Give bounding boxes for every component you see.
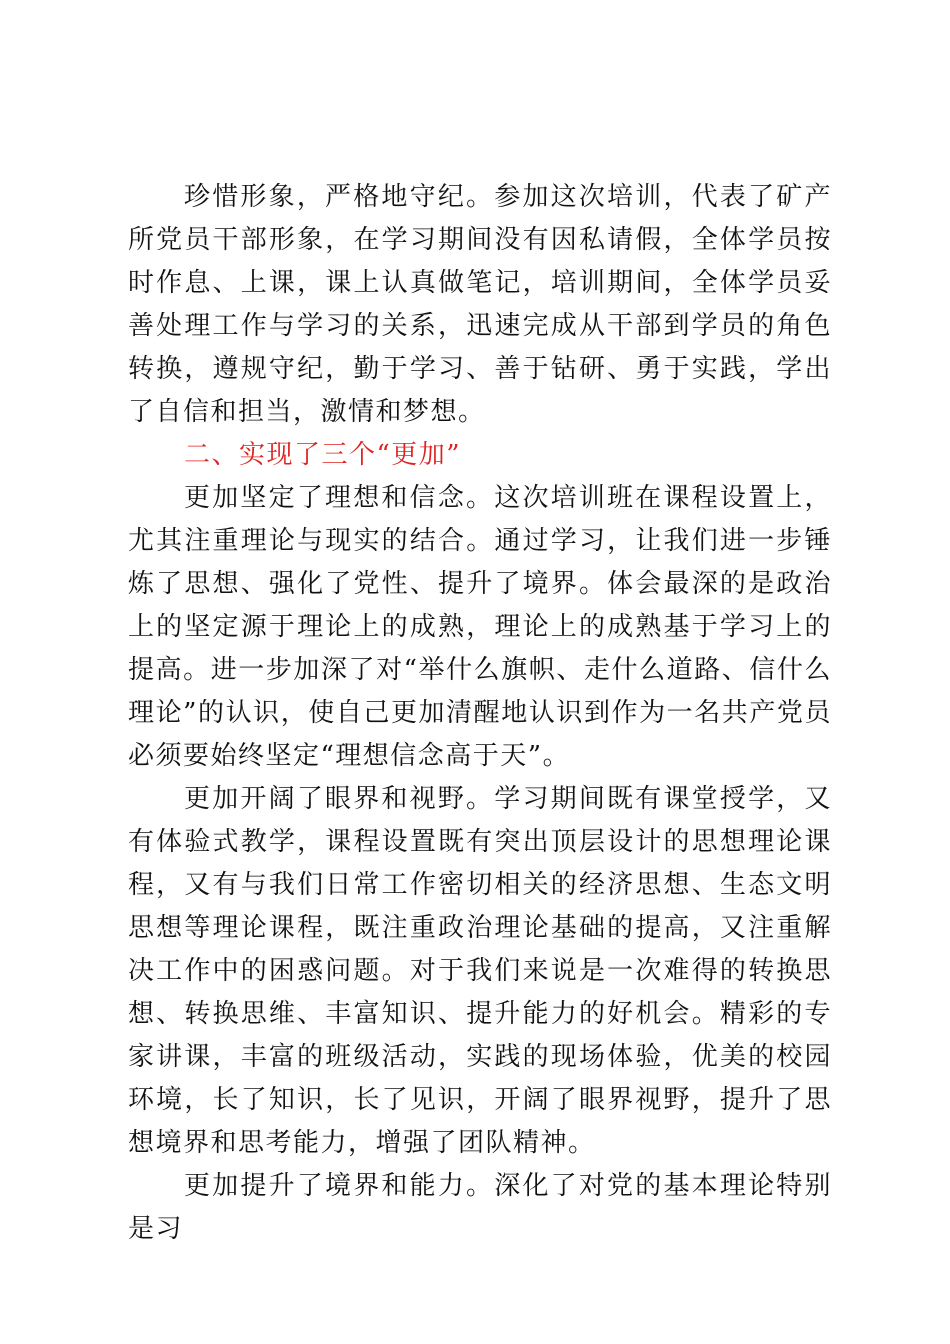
document-body — [128, 176, 832, 1251]
paragraph-discipline: 珍惜形象，严格地守纪。参加这次培训，代表了矿产所党员干部形象，在学习期间没有因私请假，全体学员按时作息、上课，课上认真做笔记，培训期间，全体学员妥善处理工作与学习的关系，迅速完成从干部到学员的角色转换，遵规守纪，勤于学习、善于钻研、勇于实践，学出了自信和担当，激情和梦想。 — [128, 182, 832, 427]
section-heading-three-more: 二、实现了三个“更加” — [184, 440, 462, 470]
paragraph-ideals-beliefs: 更加坚定了理想和信念。这次培训班在课程设置上，尤其注重理论与现实的结合。通过学习，让我们进一步锤炼了思想、强化了党性、提升了境界。体会最深的是政治上的坚定源于理论上的成熟，理论上的成熟基于学习上的提高。进一步加深了对“举什么旗帜、走什么道路、信什么理论”的认识，使自己更加清醒地认识到作为一名共产党员必须要始终坚定“理想信念高于天”。 — [128, 483, 832, 771]
paragraph-realm-ability: 更加提升了境界和能力。深化了对党的基本理论特别是习 — [128, 1171, 832, 1244]
paragraph-horizon-vision: 更加开阔了眼界和视野。学习期间既有课堂授学，又有体验式教学，课程设置既有突出顶层设计的思想理论课程，又有与我们日常工作密切相关的经济思想、生态文明思想等理论课程，既注重政治理论基础的提高，又注重解决工作中的困惑问题。对于我们来说是一次难得的转换思想、转换思维、丰富知识、提升能力的好机会。精彩的专家讲课，丰富的班级活动，实践的现场体验，优美的校园环境，长了知识，长了见识，开阔了眼界视野，提升了思想境界和思考能力，增强了团队精神。 — [128, 784, 832, 1158]
